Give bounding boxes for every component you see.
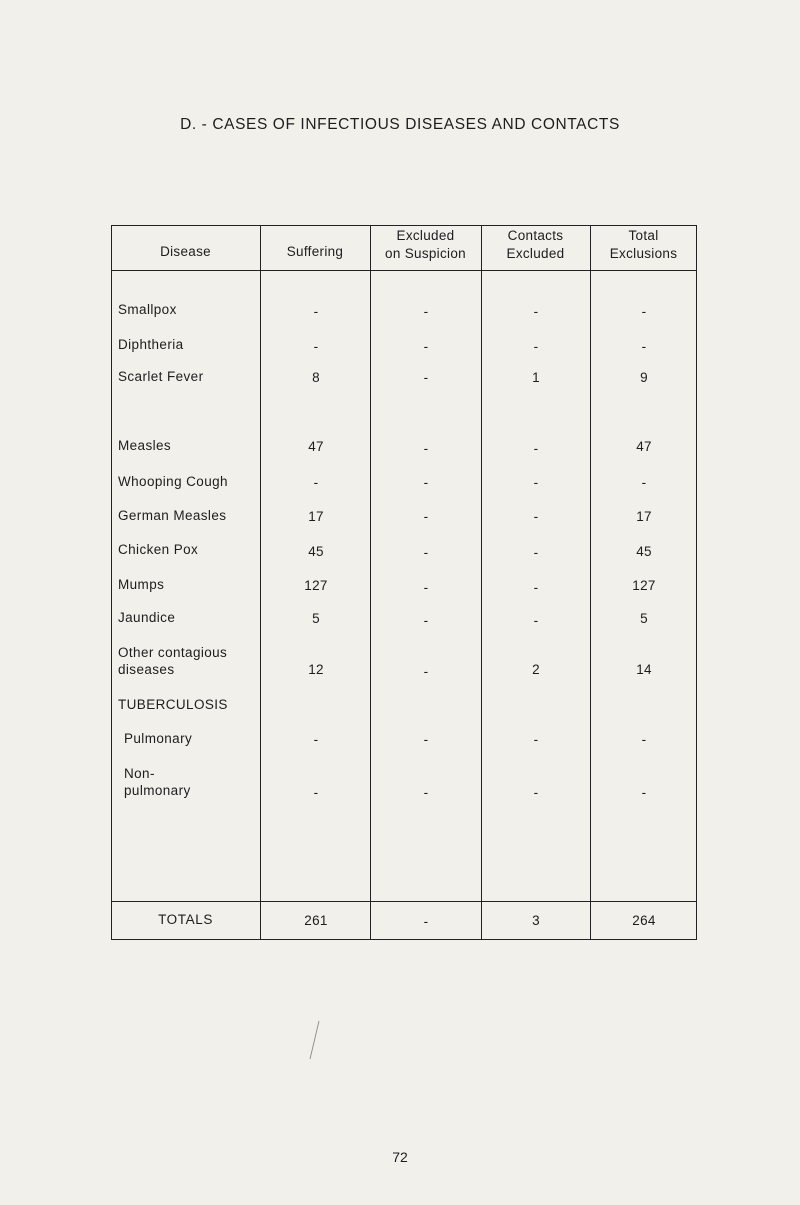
contacts-cell: - [533, 441, 539, 456]
totals-exclusions: 264 [632, 913, 656, 928]
disease-label: Mumps [118, 577, 165, 592]
suspicion-cell: - [423, 339, 429, 354]
contacts-cell: - [533, 732, 539, 747]
suffering-cell: 12 [308, 662, 324, 677]
suffering-cell: 127 [304, 578, 328, 593]
column-divider [260, 225, 261, 940]
header-excluded-line2: on Suspicion [385, 246, 466, 261]
suffering-cell: 8 [312, 370, 320, 385]
contacts-cell: - [533, 339, 539, 354]
total-cell: - [641, 339, 647, 354]
page-number: 72 [392, 1149, 408, 1165]
disease-label: German Measles [118, 508, 227, 523]
suspicion-cell: - [423, 580, 429, 595]
suffering-cell: - [313, 732, 319, 747]
total-cell: 47 [636, 439, 652, 454]
disease-label: Measles [118, 438, 172, 453]
disease-label: Diphtheria [118, 337, 184, 352]
disease-label: Jaundice [118, 610, 176, 625]
suffering-cell: - [313, 304, 319, 319]
total-cell: - [641, 785, 647, 800]
totals-suspicion: - [423, 914, 429, 929]
header-total-line2: Exclusions [609, 246, 678, 261]
contacts-cell: - [533, 613, 539, 628]
suspicion-cell: - [423, 370, 429, 385]
total-cell: 9 [640, 370, 648, 385]
header-divider [111, 270, 697, 271]
suspicion-cell: - [423, 545, 429, 560]
total-cell: 14 [636, 662, 652, 677]
suspicion-cell: - [423, 509, 429, 524]
totals-label: TOTALS [158, 912, 213, 927]
total-cell: 17 [636, 509, 652, 524]
contacts-cell: - [533, 545, 539, 560]
contacts-cell: - [533, 509, 539, 524]
header-suffering: Suffering [286, 244, 344, 259]
contacts-cell: 1 [532, 370, 540, 385]
contacts-cell: - [533, 304, 539, 319]
disease-label: Chicken Pox [118, 542, 199, 557]
total-cell: - [641, 475, 647, 490]
suffering-cell: - [313, 785, 319, 800]
totals-contacts: 3 [532, 913, 540, 928]
total-cell: - [641, 304, 647, 319]
contacts-cell: - [533, 785, 539, 800]
totals-divider [111, 901, 697, 902]
header-excluded-on-suspicion [370, 227, 481, 263]
header-contacts-line1: Contacts [507, 228, 564, 243]
suffering-cell: 47 [308, 439, 324, 454]
suspicion-cell: - [423, 785, 429, 800]
header-disease: Disease [160, 244, 211, 259]
section-heading-tuberculosis: TUBERCULOSIS [118, 697, 228, 712]
page-title: D. - CASES OF INFECTIOUS DISEASES AND CONTACTS [180, 116, 620, 133]
suffering-cell: 17 [308, 509, 324, 524]
total-cell: 45 [636, 544, 652, 559]
header-contacts-line2: Excluded [506, 246, 565, 261]
suspicion-cell: - [423, 732, 429, 747]
suspicion-cell: - [423, 475, 429, 490]
disease-label: Scarlet Fever [118, 369, 204, 384]
disease-label: Other contagious [118, 645, 228, 660]
totals-suffering: 261 [304, 913, 328, 928]
suspicion-cell: - [423, 613, 429, 628]
contacts-cell: - [533, 580, 539, 595]
total-cell: - [641, 732, 647, 747]
disease-label: Whooping Cough [118, 474, 228, 489]
contacts-cell: 2 [532, 662, 540, 677]
suspicion-cell: - [423, 441, 429, 456]
header-contacts-excluded [481, 227, 590, 263]
header-excluded-line1: Excluded [396, 228, 455, 243]
disease-label: Smallpox [118, 302, 177, 317]
suspicion-cell: - [423, 304, 429, 319]
suffering-cell: - [313, 339, 319, 354]
suffering-cell: 45 [308, 544, 324, 559]
disease-label-continued: diseases [118, 662, 175, 677]
header-total-line1: Total [628, 228, 659, 243]
disease-label-continued: pulmonary [124, 783, 191, 798]
contacts-cell: - [533, 475, 539, 490]
pen-stroke-mark [308, 1020, 320, 1060]
suffering-cell: 5 [312, 611, 320, 626]
total-cell: 127 [632, 578, 656, 593]
suffering-cell: - [313, 475, 319, 490]
header-total-exclusions [590, 227, 697, 263]
suspicion-cell: - [423, 664, 429, 679]
total-cell: 5 [640, 611, 648, 626]
disease-label: Non- [124, 766, 155, 781]
disease-label: Pulmonary [124, 731, 193, 746]
